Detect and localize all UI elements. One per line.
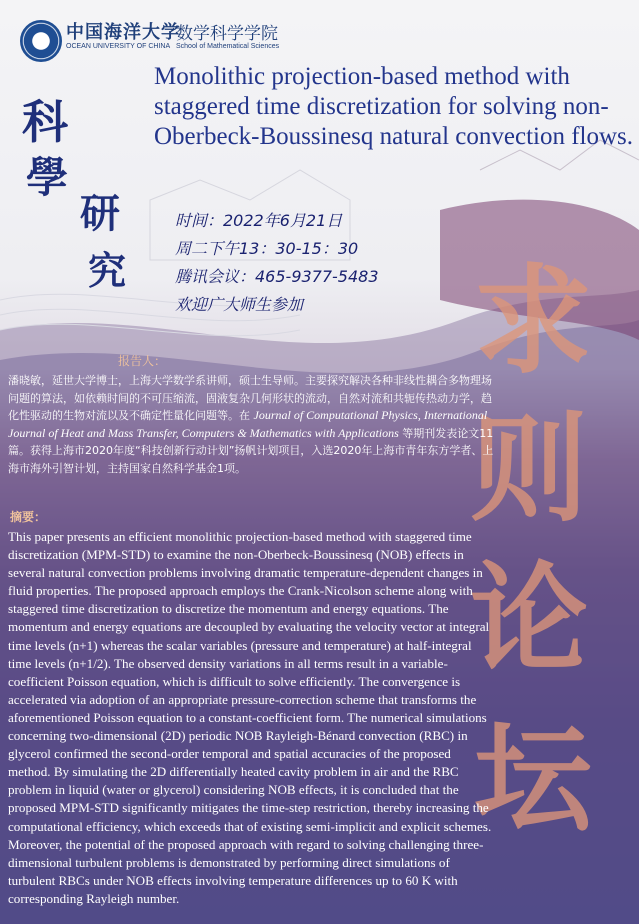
school-name-en: School of Mathematical Sciences xyxy=(176,43,280,50)
forum-char-4: 坛 xyxy=(474,709,593,848)
university-name-cn: 中国海洋大学 xyxy=(66,22,180,43)
school-name-cn: 数学科学学院 xyxy=(176,24,278,44)
bio-journals: Journal of Computational Physics, International Journal of Heat and Mass Transfer, Computers & Mathematics with Applications xyxy=(8,408,488,440)
series-char-3: 研 xyxy=(80,190,120,237)
talk-weekday-time: 周二下午13：30-15：30 xyxy=(175,239,359,258)
forum-char-2: 则 xyxy=(470,399,589,538)
series-char-1: 科 xyxy=(22,95,68,149)
talk-title: Monolithic projection-based method with staggered time discretization for solving non-Oberbeck-Boussinesq natural convection flows. xyxy=(154,63,634,150)
university-seal-icon xyxy=(20,20,62,62)
abstract-text: This paper presents an efficient monolithic projection-based method with staggered time discretization (MPM-STD) to examine the non-Oberbeck-Boussinesq (NOB) effects in several natural convection problems involving dramatic temperature-dependent changes in fluid properties. The proposed approach employs the Crank-Nicolson scheme along with staggered time discretization to discretize the momentum and energy equations. The momentum and energy equations are decoupled by evaluating the velocity vector at integral time levels (n+1) whereas the scalar variables (pressure and temperature) at half-integral time levels (n+1/2). The observed density variations in all terms result in a variable-coefficient Poisson equation, which is difficult to solve efficiently. The convergence is accelerated via adoption of an appropriate pressure-correction scheme that transforms the aforementioned Poisson equation to a constant-coefficient form. The numerical simulations concerning two-dimensional (2D) periodic NOB Rayleigh-Bénard convection (RBC) in glycerol confirmed the second-order temporal and spatial accuracies of the proposed method. By simulating the 2D differentially heated cavity problem in air and the RBC problem in liquid (water or glycerol) considering NOB effects, it is concluded that the proposed MPM-STD significantly mitigates the time-step restriction, thereby increasing the computational efficiency, which exceeds that of existing semi-implicit and explicit schemes. Moreover, the potential of the proposed approach with regard to solving challenging three-dimensional turbulent problems is demonstrated by performing direct simulations of turbulent RBCs under NOB effects involving temperature differences up to 60 K with corresponding Rayleigh number. xyxy=(8,529,492,906)
series-char-4: 究 xyxy=(88,248,127,293)
forum-char-3: 论 xyxy=(470,549,589,688)
meeting-id: 腾讯会议：465-9377-5483 xyxy=(175,267,379,286)
abstract-label: 摘要： xyxy=(10,510,47,524)
talk-date: 时间：2022年6月21日 xyxy=(175,211,343,230)
reporter-bio xyxy=(8,372,498,477)
university-name-en: OCEAN UNIVERSITY OF CHINA xyxy=(66,43,171,50)
welcome-text: 欢迎广大师生参加 xyxy=(175,295,304,314)
forum-char-1: 求 xyxy=(474,251,593,390)
reporter-label: 报告人： xyxy=(118,354,167,368)
series-char-2: 學 xyxy=(26,153,69,202)
bio-text-2: 等期刊发表论文11篇。获得上海市2020年度“科技创新行动计划”扬帆计划项目，入选2020年上海市青年东方学者、上海市海外引智计划，主持国家自然科学基金1项。 xyxy=(8,426,494,475)
bio-text-1: 潘晓敏，延世大学博士，上海大学数学系讲师，硕士生导师。主要探究解决各种非线性耦合多物理场问题的算法，如依赖时间的不可压缩流，固液复杂几何形状的流动，自然对流和共轭传热动力学，趋化性驱动的生物对流以及不确定性量化问题等。在 xyxy=(8,374,492,422)
